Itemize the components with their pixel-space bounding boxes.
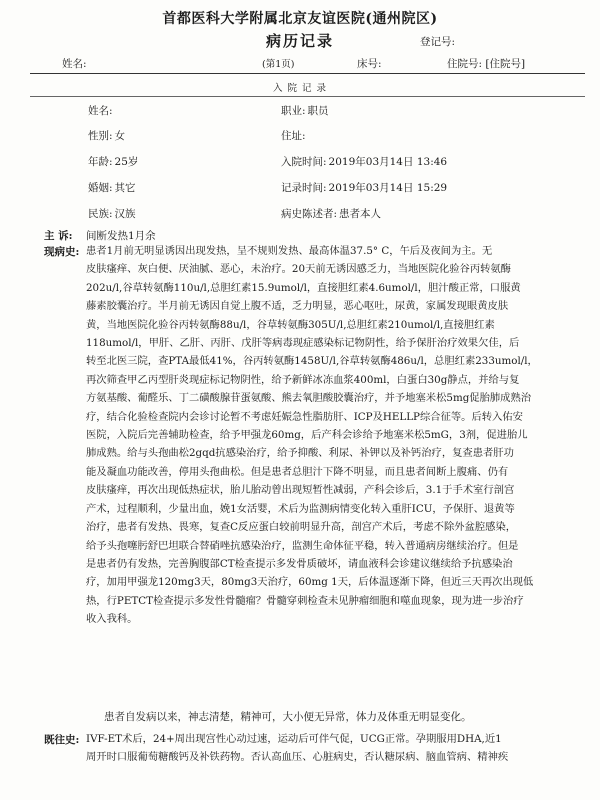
history-line: 疗，加用甲强龙120mg3天，80mg3天治疗，60mg 1天，后体温逐渐下降，但近三天再次出现低 (86, 576, 534, 589)
past-history-line: IVF-ET术后，24+周出现宫性心动过速，运动后可伴气促，UCG正常。孕期服用DHA,近1 (86, 733, 502, 745)
field-gender-label: 性别: (88, 130, 113, 142)
field-occupation-value: 职员 (307, 105, 329, 117)
history-line: 产术，过程顺利，少量出血，娩1女活婴，术后为监测病情变化转入重肝ICU，予保肝、退黄等 (86, 502, 515, 515)
past-history-text (86, 730, 582, 767)
field-marital-value: 其它 (114, 182, 136, 194)
history-line: 热，行PETCT检查提示多发性骨髓瘤？骨髓穿刺检查未见肿瘤细胞和噬血现象，现为进一步治疗 (86, 594, 524, 607)
history-line: 皮肤瘙痒，再次出现低热症状，胎儿胎动曾出现短暂性减弱，产科会诊后，3.1于手术室行剖宫 (86, 484, 515, 497)
document-title: 病历记录 (265, 32, 334, 50)
field-name (88, 103, 115, 118)
field-ethnicity (88, 206, 136, 221)
field-admit-time-label: 入院时间: (281, 156, 327, 168)
history-line: 收入我科。 (86, 613, 138, 626)
admission-number-label: 住院号: [住院号] (447, 58, 526, 70)
history-line: 藤素胶囊治疗。半月前无诱因自觉上腹不适，乏力明显，恶心呕吐，尿黄，家属发现眼黄皮肤 (86, 300, 509, 313)
history-line: 给予头孢噻肟舒巴坦联合替硝唑抗感染治疗，监测生命体征平稳，转入普通病房继续治疗。但是 (86, 539, 519, 552)
field-age (88, 154, 138, 169)
field-marital (88, 180, 136, 195)
field-address (281, 128, 308, 143)
field-record-time-label: 记录时间: (281, 182, 327, 194)
field-name-label: 姓名: (88, 105, 113, 117)
history-line: 患者1月前无明显诱因出现发热，呈不规则发热、最高体温37.5° C，午后及夜间为主。无 (86, 245, 493, 257)
history-line: 118umol/l，甲肝、乙肝、丙肝、戊肝等病毒现症感染标记物阴性，给予保肝治疗效果欠佳，后 (86, 337, 520, 350)
field-narrator (281, 206, 381, 221)
page-number: (第1页) (262, 59, 295, 70)
history-line: 是患者仍有发热，完善胸腹部CT检查提示多发骨质破坏，请血液科会诊建议继续给予抗感染治 (86, 557, 513, 570)
register-number-label: 登记号: (420, 36, 456, 48)
past-history-label: 既往史: (44, 734, 80, 746)
chief-complaint-label: 主 诉: (44, 230, 73, 242)
history-line: 方氨基酸、葡醛乐、丁二磺酸腺苷蛋氨酸、熊去氧胆酸胶囊治疗，并予地塞米松5mg促胎肺成熟治 (86, 392, 532, 405)
general-condition-summary: 患者自发病以来，神志清楚，精神可，大小便无异常，体力及体重无明显变化。 (104, 711, 472, 723)
field-gender-value: 女 (114, 130, 126, 142)
history-line: 202u/l,谷草转氨酶110u/l,总胆红素15.9umol/l，直接胆红素4.6umol/l，胆汁酸正常，口服黄 (86, 281, 521, 294)
field-age-value: 25岁 (114, 156, 139, 168)
field-ethnicity-label: 民族: (88, 208, 113, 220)
field-record-time-value: 2019年03月14日 15:29 (328, 182, 448, 194)
history-line: 疗，结合化验检查院内会诊讨论暂不考虑妊娠急性脂肪肝、ICP及HELLP综合征等。后转入佑安 (86, 410, 523, 423)
present-history-text (86, 242, 582, 629)
history-line: 肺成熟。给与头孢曲松2gqd抗感染治疗，给予抑酸、利尿、补钾以及补钙治疗，复查患者肝功 (86, 447, 514, 460)
present-history-label: 现病史: (44, 246, 80, 258)
history-line: 皮肤瘙痒、灰白便、厌油腻、恶心，未治疗。20天前无诱因感乏力，当地医院化验谷丙转氨酶 (86, 263, 511, 276)
field-narrator-value: 患者本人 (339, 208, 382, 220)
field-narrator-label: 病史陈述者: (281, 208, 338, 220)
history-line: 黄，当地医院化验谷丙转氨酶88u/l，谷草转氨酶305U/l,总胆红素210umol/l,直接胆红素 (86, 318, 495, 331)
section-divider (30, 96, 585, 97)
patient-name-label: 姓名: (62, 58, 87, 70)
field-record-time (281, 180, 447, 195)
history-line: 医院，入院后完善辅助检查，给予甲强龙60mg，后产科会诊给予地塞米松5mG，3剂，促进胎儿 (86, 429, 528, 442)
field-occupation-label: 职业: (281, 105, 306, 117)
history-line: 再次筛查甲乙丙型肝炎现症标记物阴性，给予新鲜冰冻血浆400ml，白蛋白30g静点，并给与复 (86, 373, 520, 386)
header-divider (30, 73, 585, 74)
history-line: 能及凝血功能改善，停用头孢曲松。但是患者总胆汁下降不明显，而且患者间断上腹痛、仍有 (86, 465, 509, 478)
history-line: 治疗，患者有发热、畏寒，复查C反应蛋白较前明显升高，剖宫产术后，考虑不除外盆腔感染， (86, 521, 517, 534)
field-address-label: 住址: (281, 130, 306, 142)
field-admit-time-value: 2019年03月14日 13:46 (328, 156, 448, 168)
section-title: 入 院 记 录 (272, 83, 328, 94)
field-age-label: 年龄: (88, 156, 113, 168)
chief-complaint-value: 间断发热1月余 (86, 230, 156, 242)
past-history-line: 周开时口服葡萄糖酸钙及补铁药物。否认高血压、心脏病史，否认糖尿病、脑血管病、精神疾 (86, 751, 509, 764)
history-line: 转至北医三院，查PTA最低41%，谷丙转氨酶1458U/l,谷草转氨酶486u/l，总胆红素233umol/l， (86, 355, 538, 368)
field-ethnicity-value: 汉族 (114, 208, 136, 220)
bed-number-label: 床号: (357, 58, 382, 70)
field-gender (88, 128, 125, 143)
field-marital-label: 婚姻: (88, 182, 113, 194)
field-occupation (281, 103, 329, 118)
field-admit-time (281, 154, 447, 169)
hospital-name: 首都医科大学附属北京友谊医院(通州院区) (162, 11, 438, 27)
